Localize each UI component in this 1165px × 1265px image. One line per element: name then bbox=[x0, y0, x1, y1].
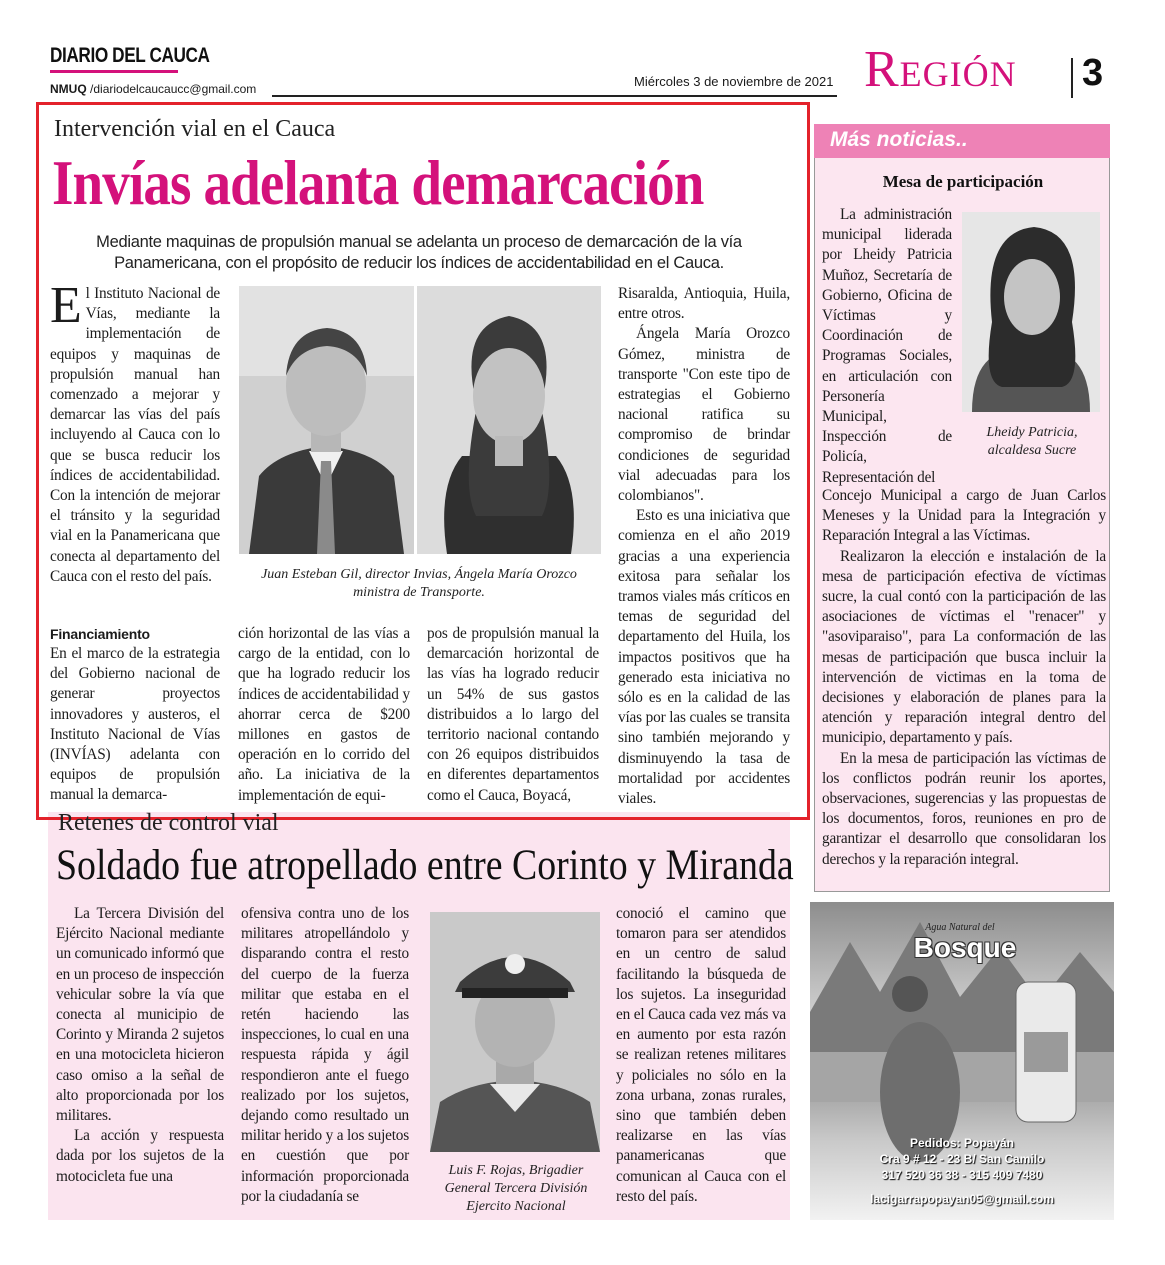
page-number: 3 bbox=[1082, 52, 1104, 94]
portrait-general-icon bbox=[430, 912, 600, 1152]
issue-date: Miércoles 3 de noviembre de 2021 bbox=[634, 74, 834, 89]
sidebar-paragraph-1: La administración municipal liderada por Lheidy Patricia Muñoz, Secretaría de Gobierno, Oficina de Víctimas y Coordinación de Programas Sociales, en articulación con Personería Municipal, Inspección de Policía, Representación del bbox=[822, 206, 952, 486]
portrait-woman-icon bbox=[417, 286, 601, 554]
second-article-column-4-text: conoció el camino que tomaron para ser atendidos en un centro de salud facilitando la búsqueda de los sujetos. La inseguridad en el Cauca cada vez más va en aumento por esta razón se realizan retenes militares y policiales no sólo en la zona urbana, zonas rurales, sino que también deben realizarse en las vías panamericanas que comunican al Cauca con el resto del país. bbox=[616, 905, 786, 1205]
photo-juan-esteban-gil bbox=[239, 286, 414, 554]
financiamiento-subhead: Financiamiento bbox=[50, 626, 150, 642]
main-article-headline: Invías adelanta demarcación bbox=[52, 147, 704, 218]
main-article-lead: Mediante maquinas de propulsión manual se adelanta un proceso de demarcación de la vía Panamericana, con el propósito de reducir los índices de accidentabilidad en el Cauca. bbox=[96, 233, 742, 272]
ad-brand-top: Agua Natural del bbox=[925, 922, 995, 933]
second-article-column-1-p2: La acción y respuesta dada por los sujetos de la motocicleta fue una bbox=[56, 1127, 224, 1185]
main-article-column-1 bbox=[50, 277, 220, 587]
second-article-column-1-p1: La Tercera División del Ejército Nacional mediante un comunicado informó que en un proceso de inspección vehicular sobre la vía que conecta al municipio de Corinto y Miranda 2 sujetos en una motocicleta hicieron caso omiso a la señal de alto proporcionada por los militares. bbox=[56, 905, 224, 1125]
water-advertisement bbox=[810, 902, 1114, 1220]
portrait-mayor-icon bbox=[962, 212, 1100, 412]
main-article-column-4-p2: Ángela María Orozco Gómez, ministra de transporte "Con este tipo de estrategias el Gobierno nacional ratifica su compromiso de brindar condiciones de seguridad vial adecuadas para los colombianos". bbox=[618, 325, 790, 505]
second-article-column-4 bbox=[616, 904, 786, 1207]
second-article-column-1 bbox=[56, 904, 224, 1187]
ad-phones: 317 520 36 38 - 315 409 7480 bbox=[881, 1168, 1043, 1182]
main-article-intro-text: l Instituto Nacional de Vías, mediante la implementación de equipos y maquinas de propulsión manual han comenzado a mejorar y demarcar las vías del país incluyendo al Cauca con lo que se busca reducir los índices de accidentabilidad. Con la intención de mejorar el tránsito y la seguridad vial en la Panamericana que conecta al departamento del Cauca con el resto del país. bbox=[50, 285, 220, 585]
masthead-rule bbox=[272, 95, 837, 97]
main-article-column-2-text: ción horizontal de las vías a cargo de la entidad, con lo que ha logrado reducir los índices de accidentabilidad y ahorrar cerca de $200 millones en gastos de operación en lo corrido del año. La iniciativa de la implementación de equi- bbox=[238, 625, 410, 804]
ad-email: lacigarrapopayan05@gmail.com bbox=[870, 1192, 1054, 1206]
sidebar-tab bbox=[814, 124, 1110, 158]
sidebar-column-narrow bbox=[822, 205, 952, 488]
second-article-headline: Soldado fue atropellado entre Corinto y Miranda bbox=[56, 842, 794, 889]
second-article-column-2 bbox=[241, 904, 409, 1207]
masthead-contact bbox=[50, 82, 256, 96]
second-article-kicker: Retenes de control vial bbox=[58, 810, 279, 832]
sidebar-paragraph-3: En la mesa de participación las víctimas de los conflictos podrán reunir los aportes, observaciones, sugerencias y las propuestas de los documentos, foros, reuniones en pro de garantizar el desarrollo que consolidaran los derechos y la reparación integral. bbox=[822, 749, 1106, 868]
main-article-column-4 bbox=[618, 284, 790, 809]
main-article-column-4-p3: Esto es una iniciativa que comienza en el año 2019 gracias a una experiencia exitosa para señalar los tramos viales más críticos en temas de seguridad del departamento del Huila, los impactos positivos que ha generado esta iniciativa no sólo es en la calidad de las vías por las cuales se transita sino también mejorando y disminuyendo la tasa de mortalidad por accidentes viales. bbox=[618, 507, 790, 808]
ad-address: Cra 9 # 12 - 23 B/ San Camilo bbox=[879, 1152, 1045, 1166]
section-name: Región bbox=[864, 41, 1017, 98]
financiamiento-paragraph: En el marco de la estrategia del Gobierno nacional de generar proyectos innovadores y austeros, el Instituto Nacional de Vías (INVÍAS) adelanta con equipos de propulsión manual la demarca- bbox=[50, 645, 220, 804]
section-separator bbox=[1071, 58, 1073, 98]
main-article-column-1-bottom bbox=[50, 624, 220, 806]
main-article-column-3-text: pos de propulsión manual la demarcación horizontal de las vías ha logrado reducir un 54% de sus gastos distribuidos a lo largo del territorio nacional contando con 26 equipos distribuidos en diferentes departamentos como el Cauca, Boyacá, bbox=[427, 625, 599, 804]
ad-orders: Pedidos: Popayán bbox=[909, 1136, 1015, 1150]
main-article-intro bbox=[50, 277, 220, 587]
sidebar-photo-caption: Lheidy Patricia, alcaldesa Sucre bbox=[986, 425, 1078, 458]
sidebar-paragraph-1-continued: Concejo Municipal a cargo de Juan Carlos Meneses y la Unidad para la Integración y Reparación Integral a las Víctimas. bbox=[822, 487, 1106, 545]
main-photo-caption: Juan Esteban Gil, director Invias, Ángela María Orozco ministra de Transporte. bbox=[261, 567, 577, 600]
photo-luis-f-rojas bbox=[430, 912, 600, 1152]
second-photo-caption: Luis F. Rojas, Brigadier General Tercera División Ejercito Nacional bbox=[444, 1163, 588, 1214]
newspaper-logo: DIARIO DEL CAUCA bbox=[50, 44, 210, 67]
masthead-email: /diariodelcaucaucc@gmail.com bbox=[90, 82, 257, 96]
logo-underline bbox=[50, 70, 178, 73]
photo-angela-maria-orozco bbox=[417, 286, 601, 554]
sidebar-title: Mesa de participación bbox=[882, 172, 1044, 191]
main-article-column-3 bbox=[427, 624, 599, 806]
main-article-column-4-p1: Risaralda, Antioquia, Huila, entre otros. bbox=[618, 285, 790, 323]
main-article-column-2 bbox=[238, 624, 410, 806]
second-article-column-2-text: ofensiva contra uno de los militares atropellándolo y disparando contra el resto del cuerpo de la fuerza militar que estaba en el retén haciendo las inspecciones, lo cual en una respuesta rápida y ágil respondieron ante el fuego realizado por los sujetos, dejando como resultado un militar herido y a los sujetos en cuestión que por información proporcionada por la ciudadanía se bbox=[241, 905, 409, 1205]
ad-brand: Bosque bbox=[913, 932, 1017, 963]
portrait-man-icon bbox=[239, 286, 414, 554]
main-article-kicker: Intervención vial en el Cauca bbox=[54, 116, 336, 142]
photo-lheidy-patricia bbox=[962, 212, 1100, 412]
sidebar-tab-label: Más noticias.. bbox=[830, 128, 968, 151]
drop-cap: E bbox=[50, 277, 82, 334]
masthead-code: NMUQ bbox=[50, 82, 87, 96]
sidebar-paragraph-2: Realizaron la elección e instalación de la mesa de participación efectiva de víctimas sucre, la cual contó con la participación de las asociaciones de víctimas el "renacer" y "asoviparaiso", para La conformación de las mesas de participación que busca incluir la intervención de victimas en la toma de decisiones y elaboración de planes para la atención y reparación integral dentro del municipio, departamento y país. bbox=[822, 547, 1106, 747]
sidebar-column-wide bbox=[822, 486, 1106, 870]
